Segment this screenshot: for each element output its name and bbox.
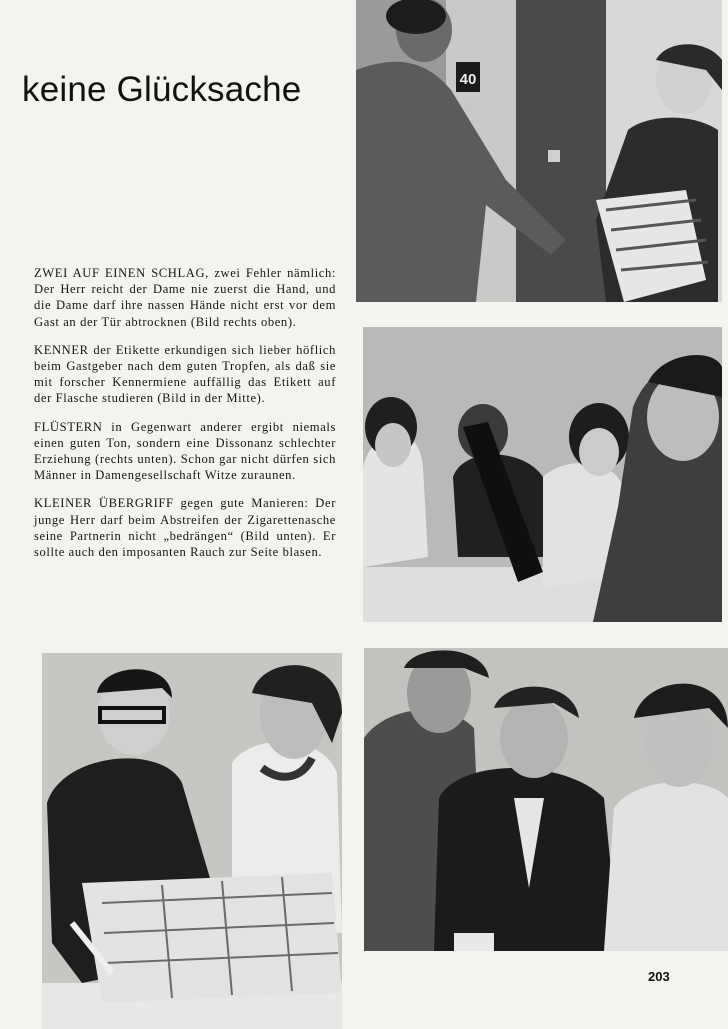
- paragraph-wine: KENNER der Etikette erkundigen sich lieber höflich beim Gastgeber nach dem guten Tropfen, als daß sie mit forscher Kennermiene auffällig das Etikett auf der Flasche studieren (Bild in der Mitte).: [34, 342, 336, 406]
- paragraph-handshake: ZWEI AUF EINEN SCHLAG, zwei Fehler nämlich: Der Herr reicht der Dame nie zuerst die Hand, und die Dame darf ihre nassen Hände nicht erst vor dem Gast an der Tür abtrocknen (Bild rechts oben).: [34, 266, 336, 329]
- paragraph-whisper: FLÜSTERN in Gegenwart anderer ergibt niemals einen guten Ton, sondern eine Dissonanz schlechter Erziehung (rechts unten). Schon gar nicht dürfen sich Männer in Damengesellschaft Witze zuraunen.: [34, 419, 336, 483]
- article-text: [34, 265, 336, 572]
- photo-wine-bottle: [363, 327, 722, 622]
- photo-whispering: [364, 648, 728, 951]
- door-number: 40: [459, 71, 477, 88]
- page-number: 203: [648, 969, 670, 984]
- photo-cigarette: [42, 653, 342, 1029]
- paragraph-ashtray: KLEINER ÜBERGRIFF gegen gute Manieren: Der junge Herr darf beim Abstreifen der Zigarettenasche seine Partnerin nicht „bedrängen“ (Bild unten). Er sollte auch den imposanten Rauch zur Seite blasen.: [34, 496, 336, 560]
- page-heading: keine Glücksache: [22, 70, 302, 109]
- photo-door-greeting: [356, 0, 722, 302]
